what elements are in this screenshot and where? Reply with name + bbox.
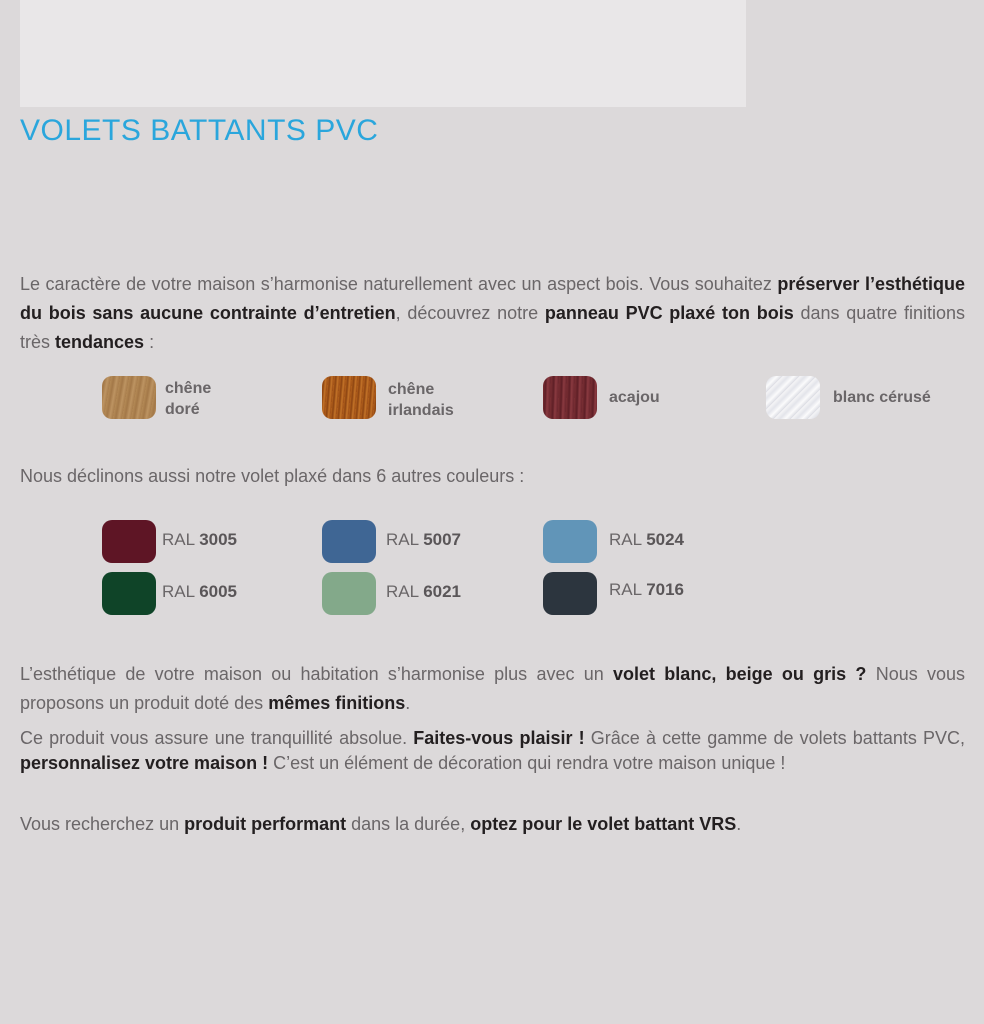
swatch-ral-5024	[543, 520, 597, 563]
finish-label-chene-irlandais: chêne irlandais	[388, 381, 454, 419]
intro-bold-2: panneau PVC plaxé ton bois	[544, 303, 794, 323]
finish-label-blanc-ceruse: blanc cérusé	[833, 389, 931, 406]
swatch-ral-7016	[543, 572, 597, 615]
ral-label-5024: RAL 5024	[609, 530, 685, 549]
swatch-ral-5007	[322, 520, 376, 563]
ral-label-7016: RAL 7016	[609, 580, 685, 599]
ral-label-6021: RAL 6021	[386, 582, 462, 601]
ral-label-5007: RAL 5007	[386, 530, 462, 549]
swatch-blanc-ceruse	[766, 376, 820, 419]
page-title: VOLETS BATTANTS PVC	[20, 114, 379, 147]
swatch-ral-6005	[102, 572, 156, 615]
intro-text-2: , découvrez notre	[395, 303, 545, 323]
ral-label-3005: RAL 3005	[162, 530, 238, 549]
ral-label-6005: RAL 6005	[162, 582, 238, 601]
paragraph-finishes: L’esthétique de votre maison ou habitation s’harmonise plus avec un volet blanc, beige ou gris ? Nous vous proposons un produit doté des mêmes finitions.	[20, 664, 966, 713]
swatch-chene-dore	[102, 376, 156, 419]
intro-paragraph	[20, 270, 965, 357]
intro-bold-3: tendances	[55, 332, 145, 352]
intro-text-3: dans quatre finitions très	[20, 303, 965, 352]
swatch-ral-6021	[322, 572, 376, 615]
swatch-ral-3005	[102, 520, 156, 563]
swatch-acajou	[543, 376, 597, 419]
intro-text-4: :	[144, 332, 155, 352]
swatch-chene-irlandais	[322, 376, 376, 419]
paragraph-performance: Vous recherchez un produit performant dans la durée, optez pour le volet battant VRS.	[20, 814, 742, 834]
finish-label-chene-dore: chêne doré	[165, 380, 212, 418]
intro-text-1: Le caractère de votre maison s’harmonise naturellement avec un aspect bois. Vous souhaitez	[20, 274, 778, 294]
colors-intro: Nous déclinons aussi notre volet plaxé dans 6 autres couleurs :	[20, 466, 525, 486]
intro-bold-1: préserver l’esthétique du bois sans aucune contrainte d’entretien	[20, 274, 965, 323]
header-banner	[20, 0, 746, 107]
paragraph-tranquility: Ce produit vous assure une tranquillité absolue. Faites-vous plaisir ! Grâce à cette gamme de volets battants PVC, personnalisez votre maison ! C’est un élément de décoration qui rendra votre maison unique !	[20, 728, 966, 773]
finish-label-acajou: acajou	[609, 389, 660, 406]
